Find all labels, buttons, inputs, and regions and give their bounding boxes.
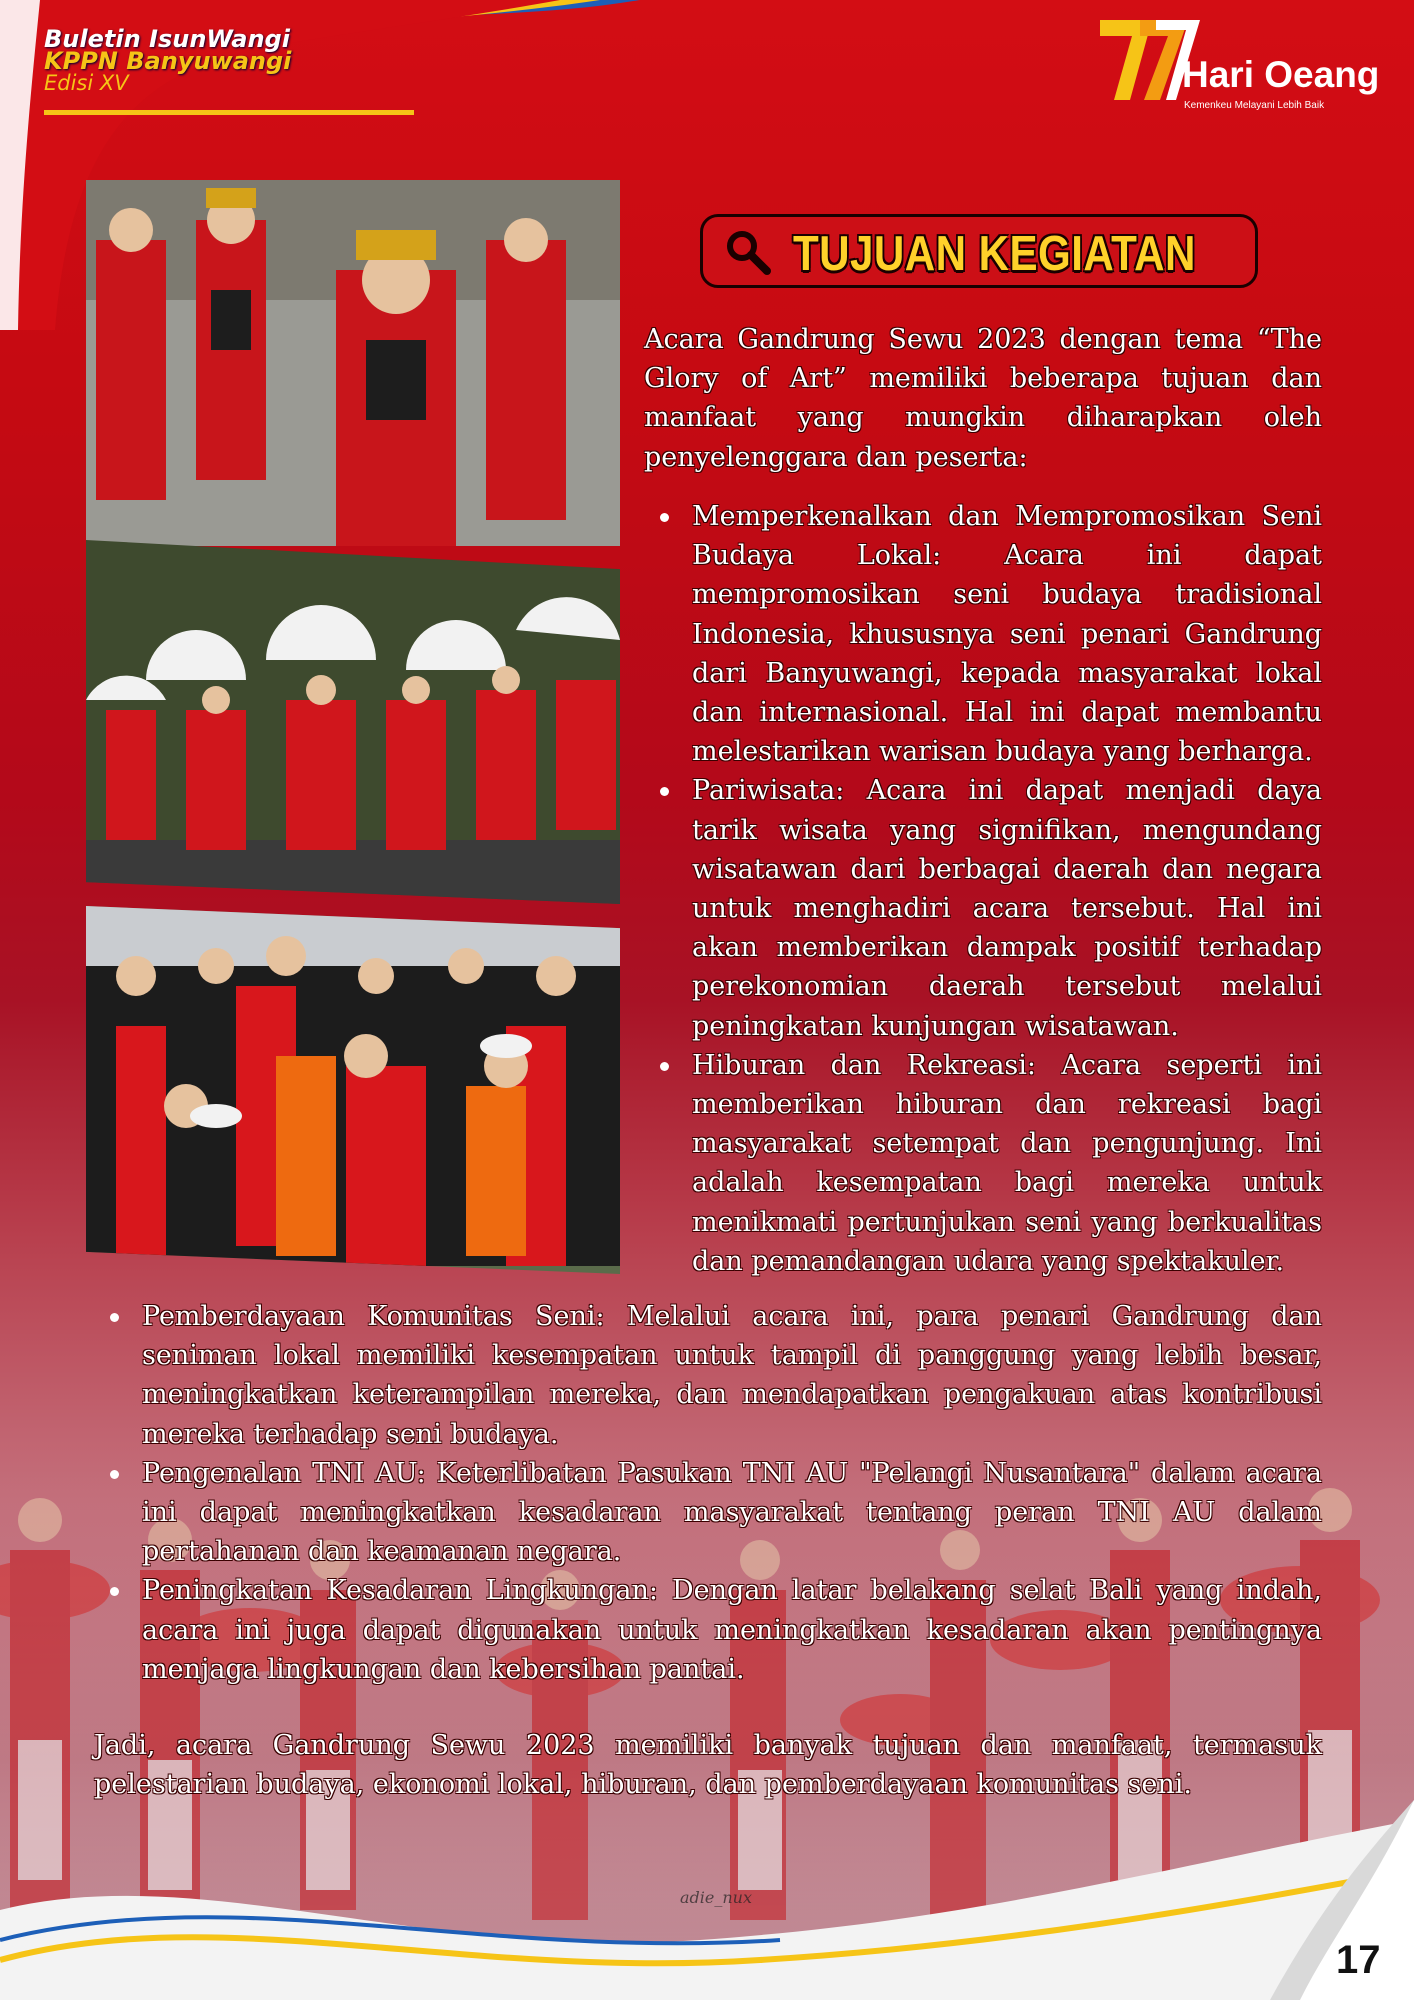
list-item	[142, 1454, 1322, 1572]
intro-paragraph: Acara Gandrung Sewu 2023 dengan tema “The Glory of Art” memiliki beberapa tujuan dan manfaat yang mungkin diharapkan oleh penyelenggara dan peserta:	[644, 324, 1322, 473]
search-icon	[725, 229, 771, 275]
section-title: TUJUAN KEGIATAN	[793, 227, 1196, 281]
list-item-text: Pengenalan TNI AU: Keterlibatan Pasukan TNI AU "Pelangi Nusantara" dalam acara ini dapat meningkatkan kesadaran masyarakat tentang peran TNI AU dalam pertahanan dan keamanan negara.	[142, 1457, 1322, 1568]
section-heading-box	[700, 214, 1258, 288]
masthead-underline	[44, 110, 414, 115]
conclusion-paragraph: Jadi, acara Gandrung Sewu 2023 memiliki banyak tujuan dan manfaat, termasuk pelestarian budaya, ekonomi lokal, hiburan, dan pemberdayaan komunitas seni.	[94, 1730, 1322, 1801]
bulletin-masthead	[44, 25, 292, 95]
list-item-text: Peningkatan Kesadaran Lingkungan: Dengan latar belakang selat Bali yang indah, acara ini juga dapat digunakan untuk meningkatkan kesadaran akan pentingnya menjaga lingkungan dan kebersihan pantai.	[142, 1575, 1322, 1685]
list-item-text: Memperkenalkan dan Mempromosikan Seni Budaya Lokal: Acara ini dapat mempromosikan seni budaya tradisional Indonesia, khususnya seni penari Gandrung dari Banyuwangi, kepada masyarakat lokal dan internasional. Hal ini dapat membantu melestarikan warisan budaya yang berharga.	[692, 501, 1322, 768]
photo-gandrung-dancers-closeup	[86, 180, 620, 546]
bullet-list-full	[142, 1297, 1322, 1689]
photo-watermark: adie_nux	[680, 1888, 752, 1907]
bullet-list-right	[692, 497, 1322, 1281]
photo-gandrung-dancers-fans	[86, 540, 620, 904]
logo-tagline: Kemenkeu Melayani Lebih Baik	[1184, 100, 1325, 111]
bullet-dot	[660, 513, 669, 522]
bullet-dot	[110, 1313, 119, 1322]
bulletin-office: KPPN Banyuwangi	[44, 47, 292, 75]
logo-name: Hari Oeang	[1182, 54, 1380, 95]
list-item	[692, 497, 1322, 771]
list-item-text: Pariwisata: Acara ini dapat menjadi daya tarik wisata yang signifikan, mengundang wisatawan dari berbagai daerah dan negara untuk menghadiri acara tersebut. Hal ini akan memberikan dampak positif terhadap perekonomian daerah tersebut melalui peningkatan kunjungan wisatawan.	[692, 775, 1322, 1042]
page-number: 17	[1336, 1938, 1381, 1982]
list-item-text: Pemberdayaan Komunitas Seni: Melalui acara ini, para penari Gandrung dan seniman lokal memiliki kesempatan untuk tampil di panggung yang lebih besar, meningkatkan keterampilan mereka, dan mendapatkan pengakuan atas kontribusi mereka terhadap seni budaya.	[142, 1301, 1322, 1450]
bullet-dot	[110, 1470, 119, 1479]
list-item	[142, 1571, 1322, 1689]
bulletin-edition: Edisi XV	[44, 71, 129, 95]
bulletin-title: Buletin IsunWangi	[44, 25, 290, 53]
bullet-dot	[660, 787, 669, 796]
list-item	[692, 1046, 1322, 1281]
list-item	[692, 771, 1322, 1045]
bullet-dot	[660, 1062, 669, 1071]
list-item	[142, 1297, 1322, 1454]
list-item-text: Hiburan dan Rekreasi: Acara seperti ini memberikan hiburan dan rekreasi bagi masyarakat setempat dan pengunjung. Ini adalah kesempatan bagi mereka untuk menikmati pertunjukan seni yang berkualitas dan pemandangan udara yang spektakuler.	[692, 1049, 1322, 1277]
photo-dancers-group	[86, 906, 620, 1274]
